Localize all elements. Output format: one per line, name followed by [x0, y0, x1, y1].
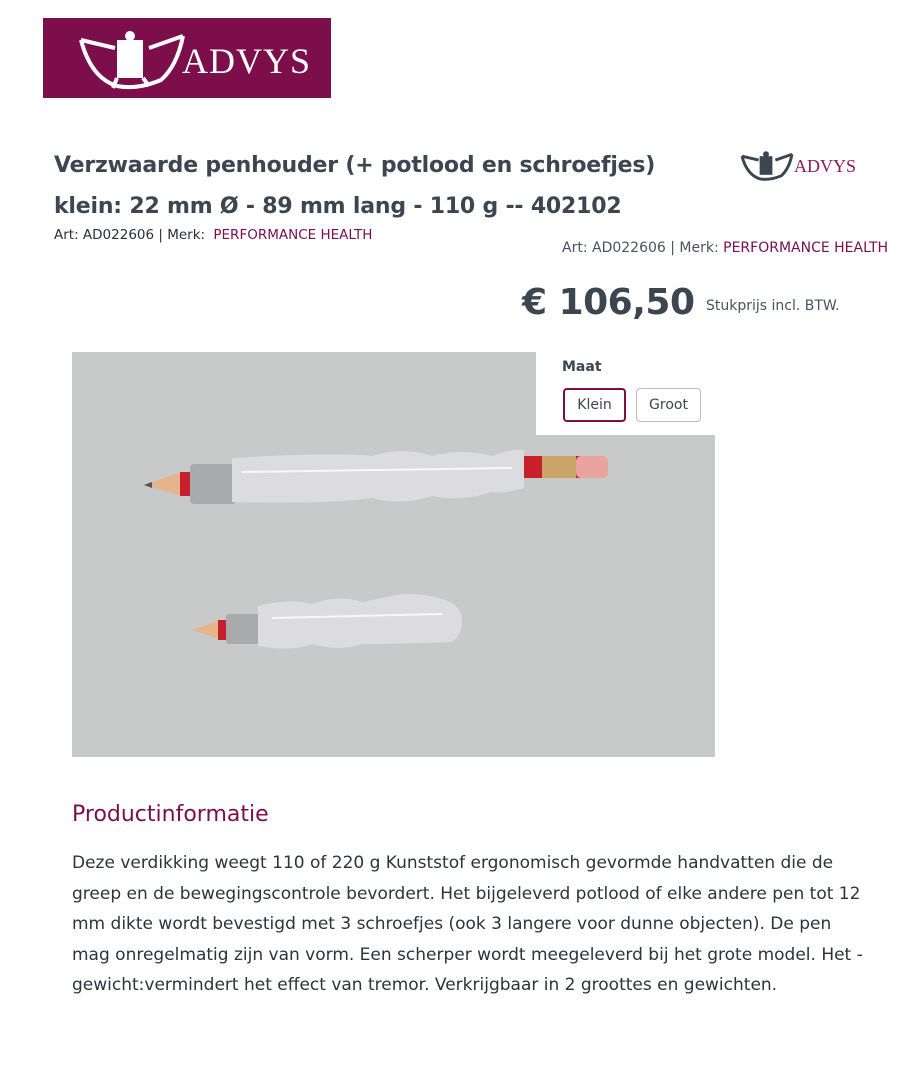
product-meta-right	[562, 240, 888, 256]
product-meta	[54, 227, 372, 243]
size-option-klein[interactable]: Klein	[563, 388, 626, 422]
price: € 106,50	[522, 282, 695, 323]
brand-name: ADVYS	[182, 41, 312, 81]
price-note: Stukprijs incl. BTW.	[706, 298, 840, 314]
article-label: Art: AD022606 | Merk:	[54, 227, 206, 243]
size-label: Maat	[562, 359, 602, 375]
brand-logo-text: ADVYS	[794, 156, 857, 176]
advys-logo-icon	[77, 28, 187, 92]
article-label-right: Art: AD022606 | Merk:	[562, 240, 719, 256]
product-title-line1: Verzwaarde penhouder (+ potlood en schroefjes)	[54, 153, 656, 178]
brand-logo[interactable]	[740, 150, 857, 186]
product-info-heading: Productinformatie	[72, 802, 269, 827]
product-description: Deze verdikking weegt 110 of 220 g Kunststof ergonomisch gevormde handvatten die de greep en de bewegingscontrole bevordert. Het bijgeleverd potlood of elke andere pen tot 12 mm dikte wordt bevestigd met 3 schroefjes (ook 3 langere voor dunne objecten). De pen mag onregelmatig zijn van vorm. Een scherper wordt meegeleverd bij het grote model. Het - gewicht:vermindert het effect van tremor. Verkrijgbaar in 2 groottes en gewichten.	[72, 853, 863, 995]
size-option-groot[interactable]: Groot	[636, 388, 701, 422]
brand-banner[interactable]	[43, 18, 331, 98]
product-title-line2: klein: 22 mm Ø - 89 mm lang - 110 g -- 402102	[54, 194, 622, 219]
product-title	[54, 145, 714, 227]
advys-logo-icon	[740, 150, 794, 182]
brand-link-right[interactable]: PERFORMANCE HEALTH	[723, 240, 889, 256]
brand-link[interactable]: PERFORMANCE HEALTH	[213, 227, 373, 243]
